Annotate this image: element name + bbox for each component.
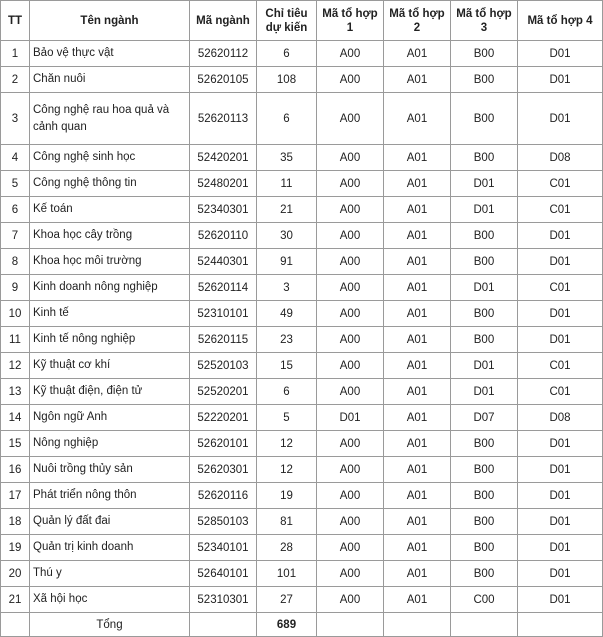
cell-combo-4: D01 (518, 223, 603, 249)
cell-combo-3: D01 (451, 171, 518, 197)
cell-tt: 6 (1, 197, 30, 223)
cell-code: 52220201 (190, 405, 257, 431)
table-row (1, 509, 603, 535)
cell-code: 52340301 (190, 197, 257, 223)
cell-combo-2: A01 (384, 93, 451, 145)
cell-combo-4: D08 (518, 145, 603, 171)
table-row (1, 483, 603, 509)
cell-combo-4: D01 (518, 431, 603, 457)
cell-combo-4: C01 (518, 197, 603, 223)
cell-combo-4: D01 (518, 587, 603, 613)
total-label: Tổng (30, 613, 190, 637)
cell-combo-1: A00 (317, 509, 384, 535)
cell-quota: 12 (257, 457, 317, 483)
cell-combo-4: D01 (518, 41, 603, 67)
table-row (1, 301, 603, 327)
cell-code: 52620115 (190, 327, 257, 353)
cell-combo-1: A00 (317, 535, 384, 561)
cell-tt: 3 (1, 93, 30, 145)
cell-tt: 10 (1, 301, 30, 327)
cell-tt: 19 (1, 535, 30, 561)
cell-combo-1: A00 (317, 249, 384, 275)
cell-code: 52620110 (190, 223, 257, 249)
cell-combo-4: C01 (518, 353, 603, 379)
cell-combo-4: D01 (518, 67, 603, 93)
cell-combo-3: D07 (451, 405, 518, 431)
cell-combo-3: B00 (451, 41, 518, 67)
cell-combo-1: A00 (317, 431, 384, 457)
cell-quota: 6 (257, 93, 317, 145)
cell-combo-4: C01 (518, 379, 603, 405)
cell-quota: 19 (257, 483, 317, 509)
cell-combo-1: A00 (317, 67, 384, 93)
cell-code: 52640101 (190, 561, 257, 587)
cell-combo-2: A01 (384, 67, 451, 93)
cell-combo-1: A00 (317, 587, 384, 613)
cell-combo-2: A01 (384, 249, 451, 275)
cell-combo-3: B00 (451, 223, 518, 249)
cell-combo-2: A01 (384, 327, 451, 353)
cell-code: 52620113 (190, 93, 257, 145)
cell-name: Nông nghiệp (30, 431, 190, 457)
header-combo-3: Mã tổ hợp 3 (451, 1, 518, 41)
cell-quota: 27 (257, 587, 317, 613)
cell-tt: 18 (1, 509, 30, 535)
cell-combo-1: A00 (317, 301, 384, 327)
cell-combo-3: B00 (451, 327, 518, 353)
cell-tt: 20 (1, 561, 30, 587)
cell-combo-2: A01 (384, 197, 451, 223)
table-row (1, 171, 603, 197)
cell-code: 52310301 (190, 587, 257, 613)
cell-combo-2: A01 (384, 561, 451, 587)
cell-code: 52620116 (190, 483, 257, 509)
cell-code: 52620105 (190, 67, 257, 93)
cell-combo-3: D01 (451, 353, 518, 379)
table-row (1, 457, 603, 483)
cell-name: Công nghệ rau hoa quả và cảnh quan (30, 93, 190, 145)
table-row (1, 535, 603, 561)
cell-quota: 5 (257, 405, 317, 431)
cell-combo-2: A01 (384, 275, 451, 301)
cell-combo-1: A00 (317, 457, 384, 483)
cell-name: Kinh tế (30, 301, 190, 327)
cell-combo-4: D01 (518, 301, 603, 327)
table-row (1, 587, 603, 613)
cell-tt: 2 (1, 67, 30, 93)
cell-combo-4: D01 (518, 483, 603, 509)
cell-code: 52620112 (190, 41, 257, 67)
cell-name: Kinh tế nông nghiệp (30, 327, 190, 353)
cell-combo-3: B00 (451, 431, 518, 457)
cell-quota: 12 (257, 431, 317, 457)
cell-combo-2: A01 (384, 587, 451, 613)
cell-combo-1: A00 (317, 93, 384, 145)
cell-quota: 91 (257, 249, 317, 275)
cell-tt: 8 (1, 249, 30, 275)
cell-tt: 17 (1, 483, 30, 509)
cell-code: 52310101 (190, 301, 257, 327)
cell-quota: 21 (257, 197, 317, 223)
cell-combo-2: A01 (384, 353, 451, 379)
cell-combo-2: A01 (384, 535, 451, 561)
cell-code: 52620101 (190, 431, 257, 457)
total-row (1, 613, 603, 637)
cell-name: Bảo vệ thực vật (30, 41, 190, 67)
total-c2-cell (384, 613, 451, 637)
cell-combo-1: A00 (317, 145, 384, 171)
cell-quota: 108 (257, 67, 317, 93)
cell-quota: 101 (257, 561, 317, 587)
table-row (1, 405, 603, 431)
cell-combo-3: B00 (451, 561, 518, 587)
table-row (1, 41, 603, 67)
cell-quota: 15 (257, 353, 317, 379)
cell-combo-4: D01 (518, 561, 603, 587)
table-row (1, 353, 603, 379)
cell-combo-1: A00 (317, 379, 384, 405)
cell-combo-3: D01 (451, 197, 518, 223)
cell-quota: 81 (257, 509, 317, 535)
table-row (1, 67, 603, 93)
cell-combo-1: D01 (317, 405, 384, 431)
cell-name: Kỹ thuật điện, điện tử (30, 379, 190, 405)
cell-combo-4: D01 (518, 535, 603, 561)
table-row (1, 561, 603, 587)
cell-combo-2: A01 (384, 145, 451, 171)
cell-combo-2: A01 (384, 379, 451, 405)
cell-name: Xã hội học (30, 587, 190, 613)
cell-tt: 21 (1, 587, 30, 613)
cell-name: Công nghệ sinh học (30, 145, 190, 171)
cell-combo-1: A00 (317, 483, 384, 509)
header-name: Tên ngành (30, 1, 190, 41)
cell-combo-3: B00 (451, 509, 518, 535)
cell-combo-4: C01 (518, 275, 603, 301)
total-c3-cell (451, 613, 518, 637)
cell-combo-3: D01 (451, 275, 518, 301)
cell-combo-3: D01 (451, 379, 518, 405)
cell-combo-1: A00 (317, 197, 384, 223)
cell-name: Kế toán (30, 197, 190, 223)
table-row (1, 93, 603, 145)
total-c1-cell (317, 613, 384, 637)
cell-name: Kinh doanh nông nghiệp (30, 275, 190, 301)
cell-name: Phát triển nông thôn (30, 483, 190, 509)
cell-combo-2: A01 (384, 301, 451, 327)
cell-combo-2: A01 (384, 483, 451, 509)
cell-combo-3: B00 (451, 93, 518, 145)
table-row (1, 379, 603, 405)
cell-combo-2: A01 (384, 223, 451, 249)
cell-quota: 23 (257, 327, 317, 353)
cell-combo-3: B00 (451, 145, 518, 171)
cell-code: 52480201 (190, 171, 257, 197)
cell-name: Chăn nuôi (30, 67, 190, 93)
header-combo-4: Mã tổ hợp 4 (518, 1, 603, 41)
cell-combo-3: B00 (451, 301, 518, 327)
cell-tt: 16 (1, 457, 30, 483)
cell-quota: 30 (257, 223, 317, 249)
cell-combo-4: D01 (518, 249, 603, 275)
total-c4-cell (518, 613, 603, 637)
cell-tt: 1 (1, 41, 30, 67)
table-row (1, 275, 603, 301)
cell-name: Khoa học môi trường (30, 249, 190, 275)
cell-name: Quản lý đất đai (30, 509, 190, 535)
cell-combo-3: C00 (451, 587, 518, 613)
cell-code: 52850103 (190, 509, 257, 535)
cell-combo-3: B00 (451, 249, 518, 275)
cell-quota: 49 (257, 301, 317, 327)
cell-combo-1: A00 (317, 171, 384, 197)
header-tt: TT (1, 1, 30, 41)
cell-name: Ngôn ngữ Anh (30, 405, 190, 431)
cell-tt: 4 (1, 145, 30, 171)
cell-combo-2: A01 (384, 431, 451, 457)
total-tt-cell (1, 613, 30, 637)
cell-name: Nuôi trồng thủy sản (30, 457, 190, 483)
cell-quota: 11 (257, 171, 317, 197)
cell-tt: 11 (1, 327, 30, 353)
cell-combo-4: C01 (518, 171, 603, 197)
cell-combo-2: A01 (384, 509, 451, 535)
table-row (1, 197, 603, 223)
cell-quota: 35 (257, 145, 317, 171)
table-row (1, 431, 603, 457)
cell-tt: 14 (1, 405, 30, 431)
cell-combo-4: D01 (518, 327, 603, 353)
cell-combo-1: A00 (317, 223, 384, 249)
cell-quota: 28 (257, 535, 317, 561)
header-combo-2: Mã tổ hợp 2 (384, 1, 451, 41)
header-code: Mã ngành (190, 1, 257, 41)
cell-tt: 9 (1, 275, 30, 301)
table-row (1, 223, 603, 249)
cell-quota: 6 (257, 379, 317, 405)
cell-name: Khoa học cây trồng (30, 223, 190, 249)
total-value: 689 (257, 613, 317, 637)
cell-quota: 3 (257, 275, 317, 301)
cell-name: Công nghệ thông tin (30, 171, 190, 197)
cell-combo-3: B00 (451, 483, 518, 509)
cell-code: 52620114 (190, 275, 257, 301)
cell-tt: 15 (1, 431, 30, 457)
cell-combo-1: A00 (317, 353, 384, 379)
cell-combo-3: B00 (451, 457, 518, 483)
cell-combo-1: A00 (317, 561, 384, 587)
cell-code: 52620301 (190, 457, 257, 483)
table-row (1, 145, 603, 171)
cell-tt: 5 (1, 171, 30, 197)
cell-code: 52520103 (190, 353, 257, 379)
cell-code: 52420201 (190, 145, 257, 171)
header-quota: Chỉ tiêu dự kiến (257, 1, 317, 41)
cell-combo-1: A00 (317, 41, 384, 67)
cell-combo-2: A01 (384, 405, 451, 431)
total-code-cell (190, 613, 257, 637)
cell-combo-4: D08 (518, 405, 603, 431)
cell-name: Quản trị kinh doanh (30, 535, 190, 561)
table-body (1, 41, 603, 613)
cell-combo-2: A01 (384, 41, 451, 67)
cell-name: Kỹ thuật cơ khí (30, 353, 190, 379)
cell-code: 52520201 (190, 379, 257, 405)
table-row (1, 327, 603, 353)
cell-combo-3: B00 (451, 535, 518, 561)
cell-combo-1: A00 (317, 275, 384, 301)
cell-code: 52340101 (190, 535, 257, 561)
cell-code: 52440301 (190, 249, 257, 275)
cell-quota: 6 (257, 41, 317, 67)
cell-tt: 7 (1, 223, 30, 249)
cell-combo-2: A01 (384, 171, 451, 197)
cell-combo-1: A00 (317, 327, 384, 353)
header-combo-1: Mã tổ hợp 1 (317, 1, 384, 41)
cell-combo-3: B00 (451, 67, 518, 93)
cell-combo-4: D01 (518, 93, 603, 145)
cell-tt: 12 (1, 353, 30, 379)
table-row (1, 249, 603, 275)
table-header-row (1, 1, 603, 41)
cell-combo-4: D01 (518, 509, 603, 535)
cell-name: Thú y (30, 561, 190, 587)
cell-combo-4: D01 (518, 457, 603, 483)
cell-combo-2: A01 (384, 457, 451, 483)
cell-tt: 13 (1, 379, 30, 405)
